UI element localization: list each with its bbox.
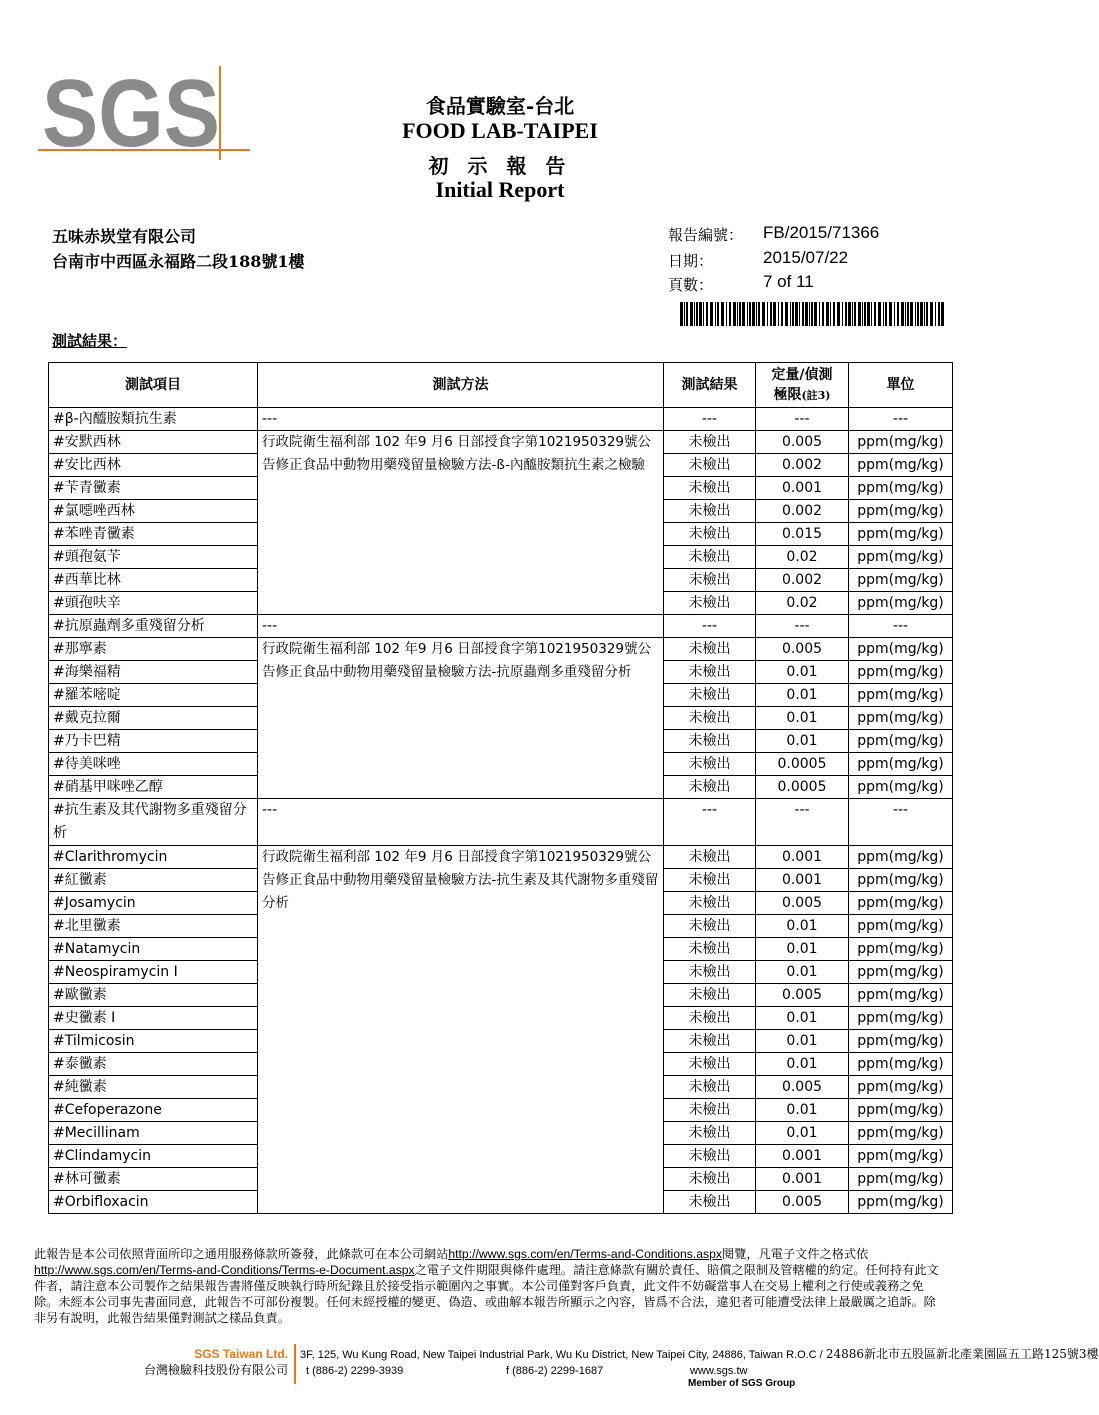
test-item: #頭孢呋辛 <box>49 592 258 615</box>
unit: ppm(mg/kg) <box>849 961 953 984</box>
test-item: #硝基甲咪唑乙醇 <box>49 776 258 799</box>
detection-limit: 0.01 <box>756 684 849 707</box>
test-result: 未檢出 <box>664 1191 756 1214</box>
section-title: #β-內醯胺類抗生素 <box>49 408 258 431</box>
results-heading: 測試結果： <box>52 332 128 350</box>
unit: ppm(mg/kg) <box>849 569 953 592</box>
fax-number: f (886-2) 2299-1687 <box>506 1365 604 1377</box>
detection-limit: 0.01 <box>756 707 849 730</box>
unit: ppm(mg/kg) <box>849 730 953 753</box>
test-item: #安比西林 <box>49 454 258 477</box>
section-title: #抗原蟲劑多重殘留分析 <box>49 615 258 638</box>
test-item: #Cefoperazone <box>49 1099 258 1122</box>
unit: ppm(mg/kg) <box>849 776 953 799</box>
unit: ppm(mg/kg) <box>849 1191 953 1214</box>
test-item: #頭孢氨苄 <box>49 546 258 569</box>
detection-limit: 0.001 <box>756 869 849 892</box>
detection-limit: 0.0005 <box>756 753 849 776</box>
test-item: #那寧素 <box>49 638 258 661</box>
test-item: #氯噁唑西林 <box>49 500 258 523</box>
detection-limit: 0.01 <box>756 1030 849 1053</box>
results-table <box>48 362 953 1214</box>
test-result: 未檢出 <box>664 454 756 477</box>
title-en: FOOD LAB-TAIPEI <box>402 118 598 143</box>
address-zh: 24886新北市五股區新北產業園區五工路125號3樓 <box>825 1347 1099 1361</box>
disclaimer <box>34 1246 942 1326</box>
unit: ppm(mg/kg) <box>849 638 953 661</box>
test-result: 未檢出 <box>664 961 756 984</box>
section-limit: --- <box>756 799 849 846</box>
section-method: --- <box>258 408 664 431</box>
test-result: 未檢出 <box>664 1099 756 1122</box>
test-result: 未檢出 <box>664 776 756 799</box>
unit: ppm(mg/kg) <box>849 592 953 615</box>
address-en: 3F, 125, Wu Kung Road, New Taipei Industrial Park, Wu Ku District, New Taipei City, 24886, Taiwan R.O.C / <box>300 1349 823 1361</box>
unit: ppm(mg/kg) <box>849 1053 953 1076</box>
detection-limit: 0.01 <box>756 1099 849 1122</box>
test-result: 未檢出 <box>664 753 756 776</box>
test-item: #Mecillinam <box>49 1122 258 1145</box>
table-row <box>49 638 953 661</box>
test-item: #Tilmicosin <box>49 1030 258 1053</box>
test-result: 未檢出 <box>664 1076 756 1099</box>
disclaimer-text-1: 此報告是本公司依照背面所印之通用服務條款所簽發，此條款可在本公司網站 <box>34 1247 449 1261</box>
detection-limit: 0.005 <box>756 638 849 661</box>
test-item: #歐黴素 <box>49 984 258 1007</box>
test-item: #安默西林 <box>49 431 258 454</box>
subtitle-zh: 初 示 報 告 <box>428 154 572 178</box>
test-result: 未檢出 <box>664 546 756 569</box>
disclaimer-text-2: 閱覽，凡電子文件之格式依 <box>722 1247 869 1261</box>
company-name-en: SGS Taiwan Ltd. <box>194 1347 288 1361</box>
detection-limit: 0.005 <box>756 1191 849 1214</box>
header-limit-line1: 定量/偵測 <box>771 366 833 383</box>
detection-limit: 0.01 <box>756 961 849 984</box>
unit: ppm(mg/kg) <box>849 454 953 477</box>
unit: ppm(mg/kg) <box>849 523 953 546</box>
client-address: 台南市中西區永福路二段188號1樓 <box>52 252 305 271</box>
detection-limit: 0.015 <box>756 523 849 546</box>
test-result: 未檢出 <box>664 1007 756 1030</box>
unit: ppm(mg/kg) <box>849 1030 953 1053</box>
detection-limit: 0.005 <box>756 431 849 454</box>
test-item: #泰黴素 <box>49 1053 258 1076</box>
unit: ppm(mg/kg) <box>849 938 953 961</box>
test-item: #苯唑青黴素 <box>49 523 258 546</box>
detection-limit: 0.01 <box>756 915 849 938</box>
section-header-row <box>49 799 953 846</box>
section-header-row <box>49 615 953 638</box>
detection-limit: 0.01 <box>756 1122 849 1145</box>
detection-limit: 0.002 <box>756 454 849 477</box>
test-result: 未檢出 <box>664 523 756 546</box>
unit: ppm(mg/kg) <box>849 477 953 500</box>
unit: ppm(mg/kg) <box>849 846 953 869</box>
subtitle-en: Initial Report <box>435 177 565 202</box>
unit: ppm(mg/kg) <box>849 684 953 707</box>
test-item: #海樂福精 <box>49 661 258 684</box>
detection-limit: 0.002 <box>756 500 849 523</box>
terms-e-document-link[interactable]: http://www.sgs.com/en/Terms-and-Conditions/Terms-e-Document.aspx <box>34 1263 415 1277</box>
test-result: 未檢出 <box>664 892 756 915</box>
detection-limit: 0.01 <box>756 661 849 684</box>
section-unit: --- <box>849 615 953 638</box>
title-zh: 食品實驗室-台北 <box>425 94 575 118</box>
test-result: 未檢出 <box>664 1053 756 1076</box>
test-item: #Natamycin <box>49 938 258 961</box>
test-result: 未檢出 <box>664 915 756 938</box>
detection-limit: 0.005 <box>756 892 849 915</box>
unit: ppm(mg/kg) <box>849 1168 953 1191</box>
detection-limit: 0.005 <box>756 984 849 1007</box>
section-header-row <box>49 408 953 431</box>
section-result: --- <box>664 615 756 638</box>
footer-divider <box>294 1344 296 1384</box>
detection-limit: 0.005 <box>756 1076 849 1099</box>
section-unit: --- <box>849 799 953 846</box>
section-method: --- <box>258 615 664 638</box>
detection-limit: 0.01 <box>756 938 849 961</box>
test-result: 未檢出 <box>664 684 756 707</box>
unit: ppm(mg/kg) <box>849 546 953 569</box>
detection-limit: 0.01 <box>756 1007 849 1030</box>
test-method: 行政院衛生福利部 102 年9 月6 日部授食字第1021950329號公告修正食品中動物用藥殘留量檢驗方法-ß-內醯胺類抗生素之檢驗 <box>258 431 664 615</box>
detection-limit: 0.001 <box>756 846 849 869</box>
table-row <box>49 846 953 869</box>
test-result: 未檢出 <box>664 661 756 684</box>
test-item: #Neospiramycin I <box>49 961 258 984</box>
test-item: #Orbifloxacin <box>49 1191 258 1214</box>
header-limit-note: (註3) <box>801 388 831 402</box>
header-result: 測試結果 <box>664 363 756 408</box>
unit: ppm(mg/kg) <box>849 915 953 938</box>
disclaimer-text-3: 之電子文件期限與條件處理。請注意條款有關於責任、賠償之限制及管轄權的約定。任何持有此文件者，請注意本公司製作之結果報告書將僅反映執行時所紀錄且於接受指示範圍內之事實。本公司僅對客戶負責，此文件不妨礙當事人在交易上權利之行使或義務之免除。未經本公司事先書面同意，此報告不可部份複製。任何未經授權的變更、偽造、或曲解本報告所顯示之內容，皆爲不合法，違犯者可能遭受法律上最嚴厲之追訴。除非另有說明，此報告結果僅對測試之樣品負責。 <box>34 1263 939 1325</box>
test-result: 未檢出 <box>664 938 756 961</box>
table-header-row <box>49 363 953 408</box>
test-method: 行政院衛生福利部 102 年9 月6 日部授食字第1021950329號公告修正食品中動物用藥殘留量檢驗方法-抗生素及其代謝物多重殘留分析 <box>258 846 664 1214</box>
phone-number: t (886-2) 2299-3939 <box>306 1365 404 1377</box>
section-method: --- <box>258 799 664 846</box>
report-date-label: 日期： <box>668 252 714 270</box>
detection-limit: 0.001 <box>756 1145 849 1168</box>
website: www.sgs.tw <box>690 1365 748 1377</box>
test-item: #戴克拉爾 <box>49 707 258 730</box>
test-item: #純黴素 <box>49 1076 258 1099</box>
table-row <box>49 431 953 454</box>
test-item: #Josamycin <box>49 892 258 915</box>
unit: ppm(mg/kg) <box>849 753 953 776</box>
test-result: 未檢出 <box>664 869 756 892</box>
section-result: --- <box>664 408 756 431</box>
test-item: #林可黴素 <box>49 1168 258 1191</box>
section-title: #抗生素及其代謝物多重殘留分析 <box>49 799 258 846</box>
unit: ppm(mg/kg) <box>849 984 953 1007</box>
header-item: 測試項目 <box>49 363 258 408</box>
company-name-zh: 台灣檢驗科技股份有限公司 <box>143 1363 288 1377</box>
report-number: FB/2015/71366 <box>763 223 880 242</box>
test-result: 未檢出 <box>664 431 756 454</box>
barcode-icon <box>680 302 945 326</box>
test-result: 未檢出 <box>664 707 756 730</box>
header-limit-line2: 極限 <box>773 386 802 403</box>
section-limit: --- <box>756 408 849 431</box>
section-result: --- <box>664 799 756 846</box>
test-result: 未檢出 <box>664 730 756 753</box>
test-result: 未檢出 <box>664 1122 756 1145</box>
test-item: #乃卡巴精 <box>49 730 258 753</box>
test-item: #待美咪唑 <box>49 753 258 776</box>
unit: ppm(mg/kg) <box>849 869 953 892</box>
unit: ppm(mg/kg) <box>849 707 953 730</box>
page-count-label: 頁數： <box>668 276 714 294</box>
header-limit <box>756 363 849 408</box>
svg-text:SGS: SGS <box>42 60 220 167</box>
test-item: #北里黴素 <box>49 915 258 938</box>
test-item: #西華比林 <box>49 569 258 592</box>
detection-limit: 0.002 <box>756 569 849 592</box>
unit: ppm(mg/kg) <box>849 1122 953 1145</box>
member-of-sgs-group: Member of SGS Group <box>688 1378 796 1389</box>
page-count: 7 of 11 <box>763 272 814 291</box>
test-result: 未檢出 <box>664 846 756 869</box>
unit: ppm(mg/kg) <box>849 1007 953 1030</box>
unit: ppm(mg/kg) <box>849 1145 953 1168</box>
detection-limit: 0.0005 <box>756 776 849 799</box>
test-item: #紅黴素 <box>49 869 258 892</box>
report-number-label: 報告編號： <box>668 226 744 244</box>
test-item: #Clarithromycin <box>49 846 258 869</box>
section-unit: --- <box>849 408 953 431</box>
detection-limit: 0.02 <box>756 592 849 615</box>
sgs-logo <box>38 60 250 167</box>
detection-limit: 0.01 <box>756 1053 849 1076</box>
header-unit: 單位 <box>849 363 953 408</box>
test-method: 行政院衛生福利部 102 年9 月6 日部授食字第1021950329號公告修正食品中動物用藥殘留量檢驗方法-抗原蟲劑多重殘留分析 <box>258 638 664 799</box>
test-item: #Clindamycin <box>49 1145 258 1168</box>
report-date: 2015/07/22 <box>763 248 849 267</box>
unit: ppm(mg/kg) <box>849 892 953 915</box>
unit: ppm(mg/kg) <box>849 431 953 454</box>
footer-address <box>300 1346 1099 1379</box>
unit: ppm(mg/kg) <box>849 500 953 523</box>
client-name: 五味赤崁堂有限公司 <box>52 227 197 246</box>
test-result: 未檢出 <box>664 500 756 523</box>
test-result: 未檢出 <box>664 1168 756 1191</box>
test-item: #苄青黴素 <box>49 477 258 500</box>
test-item: #羅苯嘧啶 <box>49 684 258 707</box>
test-result: 未檢出 <box>664 592 756 615</box>
unit: ppm(mg/kg) <box>849 1076 953 1099</box>
header-method: 測試方法 <box>258 363 664 408</box>
test-result: 未檢出 <box>664 1145 756 1168</box>
detection-limit: 0.001 <box>756 1168 849 1191</box>
test-item: #史黴素 I <box>49 1007 258 1030</box>
unit: ppm(mg/kg) <box>849 661 953 684</box>
detection-limit: 0.001 <box>756 477 849 500</box>
detection-limit: 0.02 <box>756 546 849 569</box>
section-limit: --- <box>756 615 849 638</box>
test-result: 未檢出 <box>664 984 756 1007</box>
unit: ppm(mg/kg) <box>849 1099 953 1122</box>
test-result: 未檢出 <box>664 569 756 592</box>
footer-company <box>122 1346 288 1378</box>
test-result: 未檢出 <box>664 638 756 661</box>
terms-link[interactable]: http://www.sgs.com/en/Terms-and-Conditions.aspx <box>448 1247 723 1261</box>
test-result: 未檢出 <box>664 1030 756 1053</box>
test-result: 未檢出 <box>664 477 756 500</box>
detection-limit: 0.01 <box>756 730 849 753</box>
